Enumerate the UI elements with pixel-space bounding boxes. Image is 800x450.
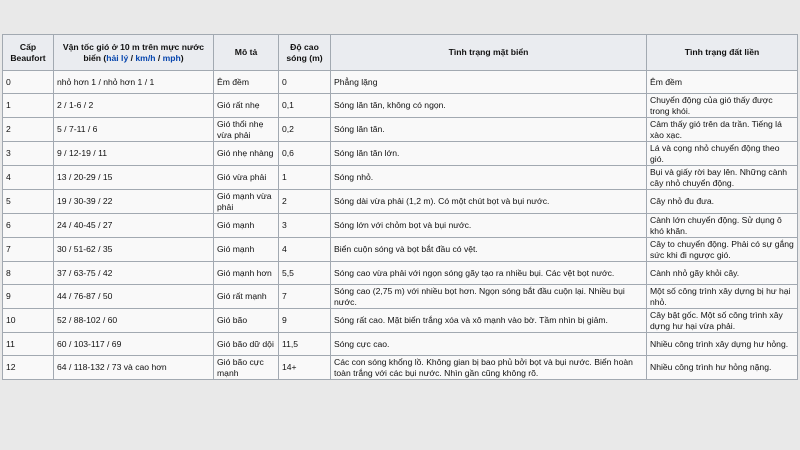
cell-description: Gió bão cực mạnh <box>214 356 279 380</box>
cell-sea-conditions: Sóng lăn tăn lớn. <box>331 142 647 166</box>
header-beaufort-level <box>3 35 54 71</box>
cell-level: 11 <box>3 333 54 356</box>
unit-link-mph[interactable]: mph <box>162 52 181 63</box>
cell-level: 4 <box>3 166 54 190</box>
cell-wind-speed: 2 / 1-6 / 2 <box>54 94 214 118</box>
table-row <box>3 285 798 309</box>
table-row <box>3 71 798 94</box>
header-level-line2: Beaufort <box>10 52 46 63</box>
table-row <box>3 142 798 166</box>
cell-wind-speed: 64 / 118-132 / 73 và cao hơn <box>54 356 214 380</box>
header-wind-speed <box>54 35 214 71</box>
cell-description: Gió rất nhẹ <box>214 94 279 118</box>
cell-level: 9 <box>3 285 54 309</box>
cell-wave-height: 3 <box>279 214 331 238</box>
cell-level: 8 <box>3 262 54 285</box>
cell-sea-conditions: Biển cuộn sóng và bọt bắt đầu có vệt. <box>331 238 647 262</box>
table-header-row <box>3 35 798 71</box>
cell-description: Gió mạnh vừa phải <box>214 190 279 214</box>
cell-wave-height: 0,6 <box>279 142 331 166</box>
cell-description: Êm đềm <box>214 71 279 94</box>
header-wave-height: Độ cao sóng (m) <box>279 35 331 71</box>
cell-wind-speed: 44 / 76-87 / 50 <box>54 285 214 309</box>
table-row <box>3 238 798 262</box>
header-description: Mô tả <box>214 35 279 71</box>
cell-sea-conditions: Phẳng lặng <box>331 71 647 94</box>
cell-land-conditions: Cây to chuyển động. Phải có sự gắng sức khi đi ngược gió. <box>647 238 798 262</box>
table-row <box>3 356 798 380</box>
cell-level: 3 <box>3 142 54 166</box>
table-row <box>3 262 798 285</box>
header-level-line1: Cấp <box>19 42 37 52</box>
cell-land-conditions: Một số công trình xây dựng bị hư hại nhỏ. <box>647 285 798 309</box>
table-row <box>3 118 798 142</box>
cell-wind-speed: 52 / 88-102 / 60 <box>54 309 214 333</box>
cell-land-conditions: Nhiều công trình hư hỏng nặng. <box>647 356 798 380</box>
cell-land-conditions: Nhiều công trình xây dựng hư hỏng. <box>647 333 798 356</box>
cell-wind-speed: 24 / 40-45 / 27 <box>54 214 214 238</box>
table-row <box>3 214 798 238</box>
cell-sea-conditions: Sóng lớn với chỏm bọt và bụi nước. <box>331 214 647 238</box>
cell-wave-height: 0 <box>279 71 331 94</box>
cell-description: Gió bão <box>214 309 279 333</box>
cell-land-conditions: Bụi và giấy rời bay lên. Những cành cây nhỏ chuyển động. <box>647 166 798 190</box>
cell-sea-conditions: Sóng lăn tăn, không có ngọn. <box>331 94 647 118</box>
cell-land-conditions: Cây nhỏ đu đưa. <box>647 190 798 214</box>
cell-level: 2 <box>3 118 54 142</box>
cell-wind-speed: 19 / 30-39 / 22 <box>54 190 214 214</box>
cell-sea-conditions: Sóng rất cao. Mặt biển trắng xóa và xô mạnh vào bờ. Tầm nhìn bị giảm. <box>331 309 647 333</box>
cell-sea-conditions: Sóng cao (2,75 m) với nhiều bọt hơn. Ngọn sóng bắt đầu cuộn lại. Nhiều bụi nước. <box>331 285 647 309</box>
cell-level: 0 <box>3 71 54 94</box>
cell-level: 5 <box>3 190 54 214</box>
cell-wave-height: 14+ <box>279 356 331 380</box>
cell-level: 7 <box>3 238 54 262</box>
unit-link-knots[interactable]: hải lý <box>106 52 129 63</box>
cell-level: 12 <box>3 356 54 380</box>
cell-description: Gió thổi nhẹ vừa phải <box>214 118 279 142</box>
cell-description: Gió nhẹ nhàng <box>214 142 279 166</box>
header-speed-sep2: / <box>155 52 163 63</box>
cell-sea-conditions: Sóng dài vừa phải (1,2 m). Có một chút bọt và bụi nước. <box>331 190 647 214</box>
header-speed-prefix: Vận tốc gió ở 10 m trên mực nước biển ( <box>62 42 205 63</box>
cell-level: 6 <box>3 214 54 238</box>
cell-wave-height: 1 <box>279 166 331 190</box>
cell-description: Gió mạnh <box>214 214 279 238</box>
cell-sea-conditions: Sóng lăn tăn. <box>331 118 647 142</box>
cell-description: Gió vừa phải <box>214 166 279 190</box>
table-body <box>3 71 798 380</box>
cell-wave-height: 5,5 <box>279 262 331 285</box>
table-row <box>3 94 798 118</box>
cell-description: Gió rất mạnh <box>214 285 279 309</box>
table-row <box>3 166 798 190</box>
cell-wind-speed: 60 / 103-117 / 69 <box>54 333 214 356</box>
cell-sea-conditions: Sóng cao vừa phải với ngọn sóng gãy tạo ra nhiều bụi. Các vệt bọt nước. <box>331 262 647 285</box>
cell-wind-speed: 37 / 63-75 / 42 <box>54 262 214 285</box>
cell-wave-height: 11,5 <box>279 333 331 356</box>
cell-description: Gió mạnh <box>214 238 279 262</box>
cell-land-conditions: Cành nhỏ gãy khỏi cây. <box>647 262 798 285</box>
cell-wave-height: 4 <box>279 238 331 262</box>
cell-land-conditions: Lá và cọng nhỏ chuyển động theo gió. <box>647 142 798 166</box>
cell-land-conditions: Cây bật gốc. Một số công trình xây dựng hư hại vừa phải. <box>647 309 798 333</box>
cell-wind-speed: nhỏ hơn 1 / nhỏ hơn 1 / 1 <box>54 71 214 94</box>
cell-wind-speed: 5 / 7-11 / 6 <box>54 118 214 142</box>
header-speed-suffix: ) <box>180 52 184 63</box>
unit-link-kmh[interactable]: km/h <box>135 52 156 63</box>
table-row <box>3 190 798 214</box>
cell-sea-conditions: Các con sóng khổng lồ. Không gian bị bao phủ bởi bọt và bụi nước. Biển hoàn toàn trắng với các bụi nước. Nhìn gần cũng không rõ. <box>331 356 647 380</box>
cell-wave-height: 7 <box>279 285 331 309</box>
header-sea-conditions: Tình trạng mặt biển <box>331 35 647 71</box>
cell-wave-height: 9 <box>279 309 331 333</box>
cell-sea-conditions: Sóng nhỏ. <box>331 166 647 190</box>
cell-land-conditions: Cành lớn chuyển động. Sử dụng ô khó khăn. <box>647 214 798 238</box>
cell-level: 10 <box>3 309 54 333</box>
cell-description: Gió mạnh hơn <box>214 262 279 285</box>
cell-level: 1 <box>3 94 54 118</box>
header-speed-sep1: / <box>128 52 136 63</box>
cell-land-conditions: Cảm thấy gió trên da trần. Tiếng lá xào xạc. <box>647 118 798 142</box>
beaufort-scale-table <box>2 34 798 380</box>
cell-wind-speed: 9 / 12-19 / 11 <box>54 142 214 166</box>
table-row <box>3 309 798 333</box>
cell-wave-height: 2 <box>279 190 331 214</box>
cell-wind-speed: 30 / 51-62 / 35 <box>54 238 214 262</box>
table-row <box>3 333 798 356</box>
header-land-conditions: Tình trạng đất liền <box>647 35 798 71</box>
cell-wave-height: 0,1 <box>279 94 331 118</box>
cell-land-conditions: Êm đềm <box>647 71 798 94</box>
cell-description: Gió bão dữ dội <box>214 333 279 356</box>
cell-wind-speed: 13 / 20-29 / 15 <box>54 166 214 190</box>
cell-land-conditions: Chuyển động của gió thấy được trong khói. <box>647 94 798 118</box>
cell-wave-height: 0,2 <box>279 118 331 142</box>
cell-sea-conditions: Sóng cực cao. <box>331 333 647 356</box>
